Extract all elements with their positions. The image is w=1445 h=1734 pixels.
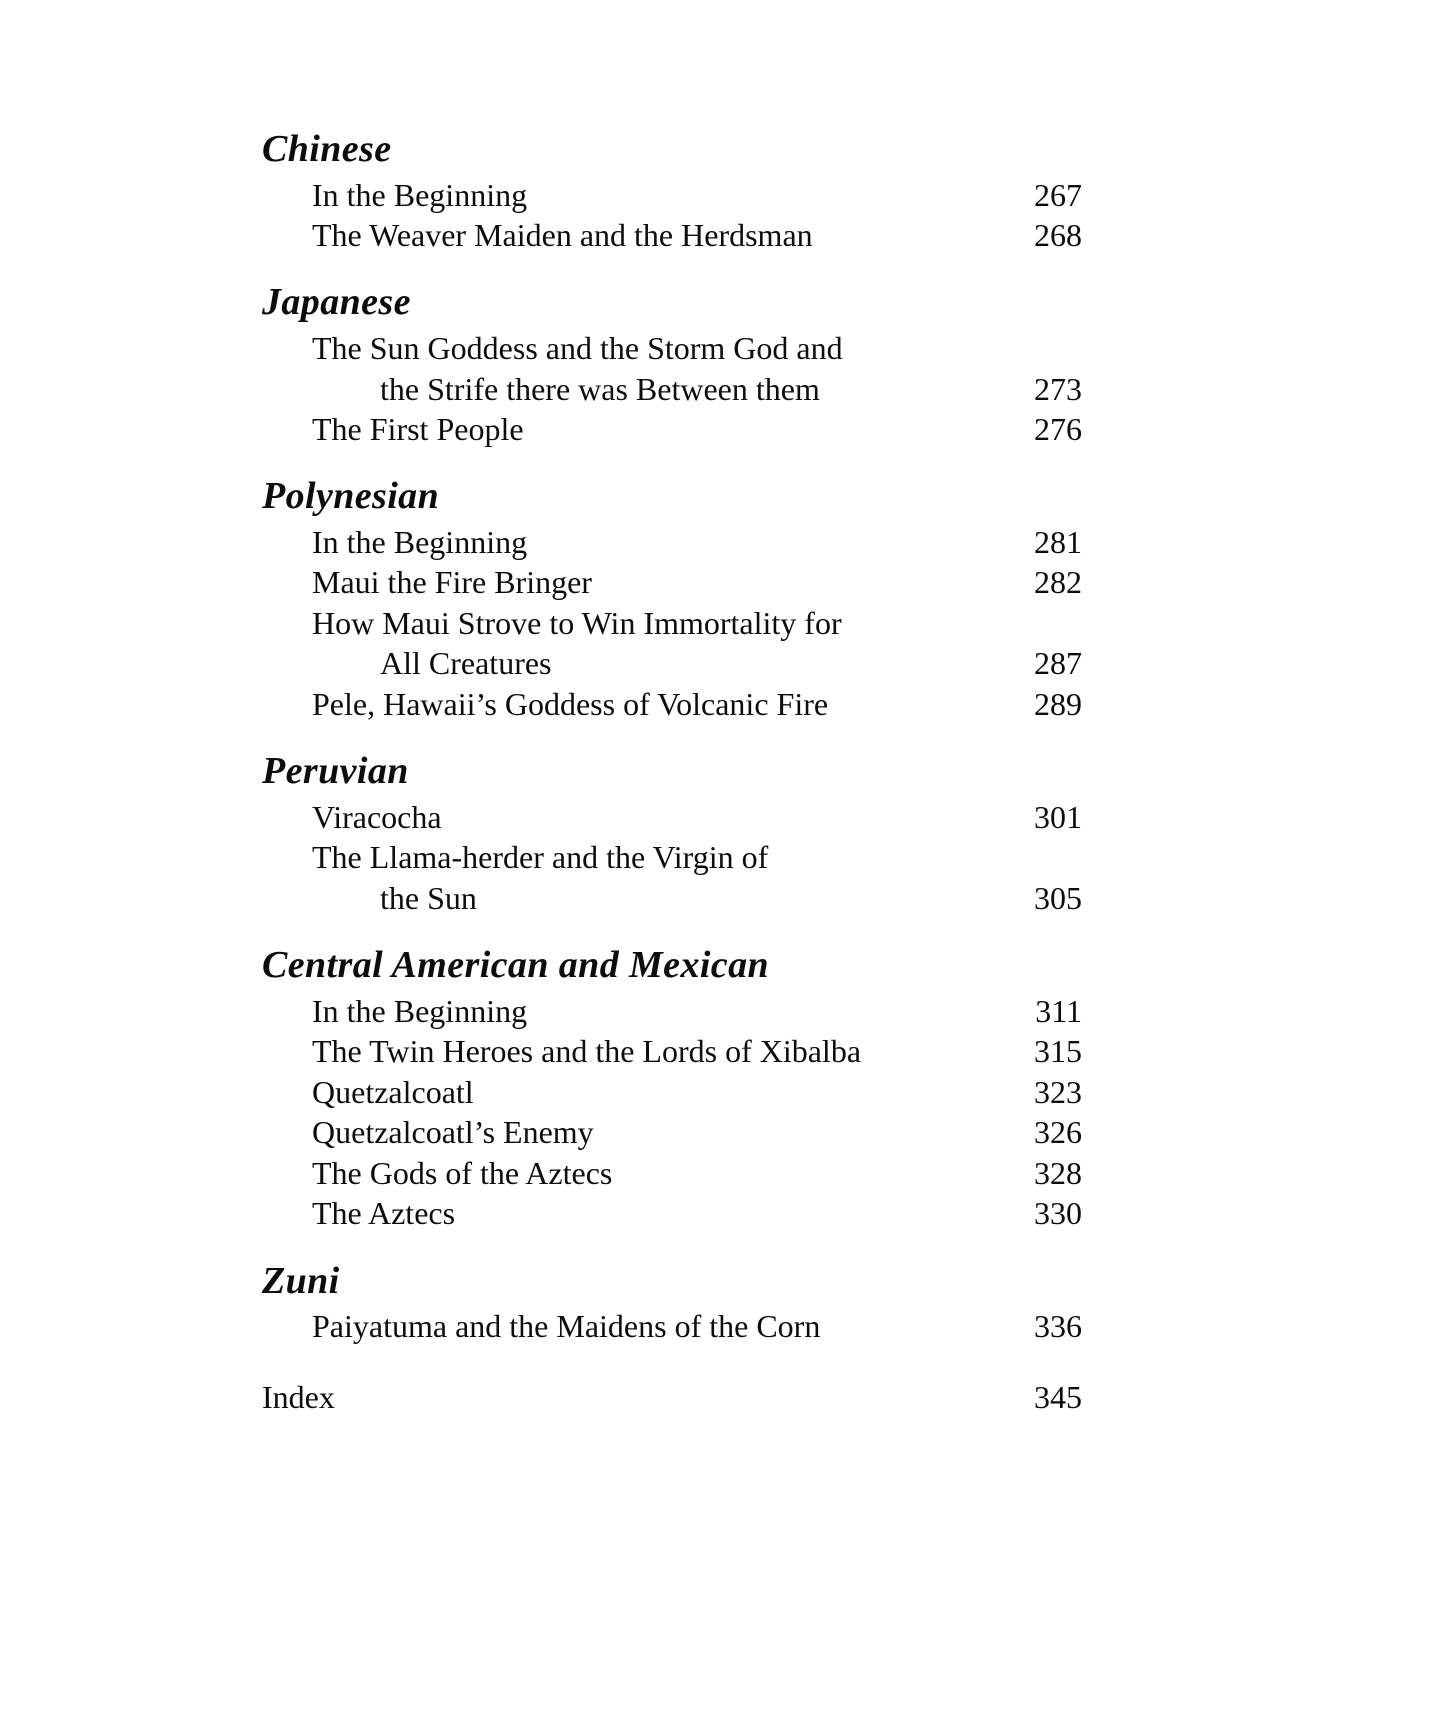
index-label: Index bbox=[262, 1378, 335, 1415]
section-title: Peruvian bbox=[262, 750, 409, 793]
toc-entry[interactable] bbox=[262, 684, 1082, 724]
toc-entry[interactable] bbox=[262, 1031, 1082, 1071]
section-title: Central American and Mexican bbox=[262, 944, 769, 987]
toc-entry-title: Maui the Fire Bringer bbox=[312, 564, 592, 601]
toc-entry-page: 330 bbox=[1034, 1195, 1082, 1232]
toc-entry-title: The Llama-herder and the Virgin of the Sun bbox=[312, 839, 769, 916]
toc-entry-page: 268 bbox=[1034, 217, 1082, 254]
toc-entry[interactable] bbox=[262, 603, 1082, 684]
toc-section bbox=[262, 475, 1082, 724]
toc-entry-title: The First People bbox=[312, 410, 524, 447]
toc-entry-page: 282 bbox=[1034, 564, 1082, 601]
toc-entry-page: 273 bbox=[1034, 370, 1082, 407]
toc-entry-page: 326 bbox=[1034, 1114, 1082, 1151]
toc-entry-page: 311 bbox=[1035, 992, 1082, 1029]
toc-section bbox=[262, 944, 1082, 1233]
toc-entry-index[interactable] bbox=[262, 1377, 1082, 1417]
toc-entry[interactable] bbox=[262, 797, 1082, 837]
section-title: Japanese bbox=[262, 281, 411, 324]
toc-entry-title: Quetzalcoatl bbox=[312, 1073, 474, 1110]
toc-entry-title: The Twin Heroes and the Lords of Xibalba bbox=[312, 1033, 862, 1070]
toc-entry-title: In the Beginning bbox=[312, 176, 528, 213]
table-of-contents bbox=[262, 128, 1082, 1417]
toc-entry-title: Viracocha bbox=[312, 798, 442, 835]
toc-entry[interactable] bbox=[262, 562, 1082, 602]
toc-entry-title: The Aztecs bbox=[312, 1195, 456, 1232]
section-title: Polynesian bbox=[262, 475, 440, 518]
toc-entry[interactable] bbox=[262, 1306, 1082, 1346]
toc-entry-page: 305 bbox=[1034, 879, 1082, 916]
toc-entry-page: 276 bbox=[1034, 410, 1082, 447]
toc-entry-title: The Gods of the Aztecs bbox=[312, 1154, 613, 1191]
toc-entry-page: 289 bbox=[1034, 685, 1082, 722]
toc-entry-page: 323 bbox=[1034, 1073, 1082, 1110]
toc-section bbox=[262, 750, 1082, 918]
toc-section bbox=[262, 1260, 1082, 1347]
section-title: Chinese bbox=[262, 128, 392, 170]
toc-entry[interactable] bbox=[262, 409, 1082, 449]
toc-entry[interactable] bbox=[262, 1072, 1082, 1112]
toc-entry[interactable] bbox=[262, 1112, 1082, 1152]
toc-entry-title: Paiyatuma and the Maidens of the Corn bbox=[312, 1308, 821, 1345]
toc-entry[interactable] bbox=[262, 991, 1082, 1031]
toc-entry-title: In the Beginning bbox=[312, 523, 528, 560]
toc-entry-page: 336 bbox=[1034, 1308, 1082, 1345]
toc-entry-title: Pele, Hawaii’s Goddess of Volcanic Fire bbox=[312, 685, 829, 722]
section-title: Zuni bbox=[262, 1259, 340, 1302]
toc-entry[interactable] bbox=[262, 215, 1082, 255]
toc-entry-page: 267 bbox=[1034, 176, 1082, 213]
toc-entry-page: 328 bbox=[1034, 1154, 1082, 1191]
toc-entry[interactable] bbox=[262, 837, 1082, 918]
toc-entry-title: In the Beginning bbox=[312, 992, 528, 1029]
toc-entry-page: 301 bbox=[1034, 798, 1082, 835]
toc-entry-page: 281 bbox=[1034, 523, 1082, 560]
toc-entry[interactable] bbox=[262, 175, 1082, 215]
toc-entry-page: 287 bbox=[1034, 645, 1082, 682]
toc-section bbox=[262, 128, 1082, 255]
toc-entry-page: 315 bbox=[1034, 1033, 1082, 1070]
toc-entry-title: How Maui Strove to Win Immortality for All Creatures bbox=[312, 604, 842, 682]
toc-entry-title: Quetzalcoatl’s Enemy bbox=[312, 1114, 594, 1151]
toc-entry[interactable] bbox=[262, 1153, 1082, 1193]
toc-entry[interactable] bbox=[262, 1193, 1082, 1233]
toc-entry[interactable] bbox=[262, 522, 1082, 562]
toc-entry-title: The Sun Goddess and the Storm God and the Strife there was Between them bbox=[312, 330, 843, 407]
toc-section bbox=[262, 281, 1082, 449]
toc-entry-title: The Weaver Maiden and the Herdsman bbox=[312, 217, 813, 254]
index-page: 345 bbox=[1034, 1378, 1082, 1415]
toc-entry[interactable] bbox=[262, 328, 1082, 409]
